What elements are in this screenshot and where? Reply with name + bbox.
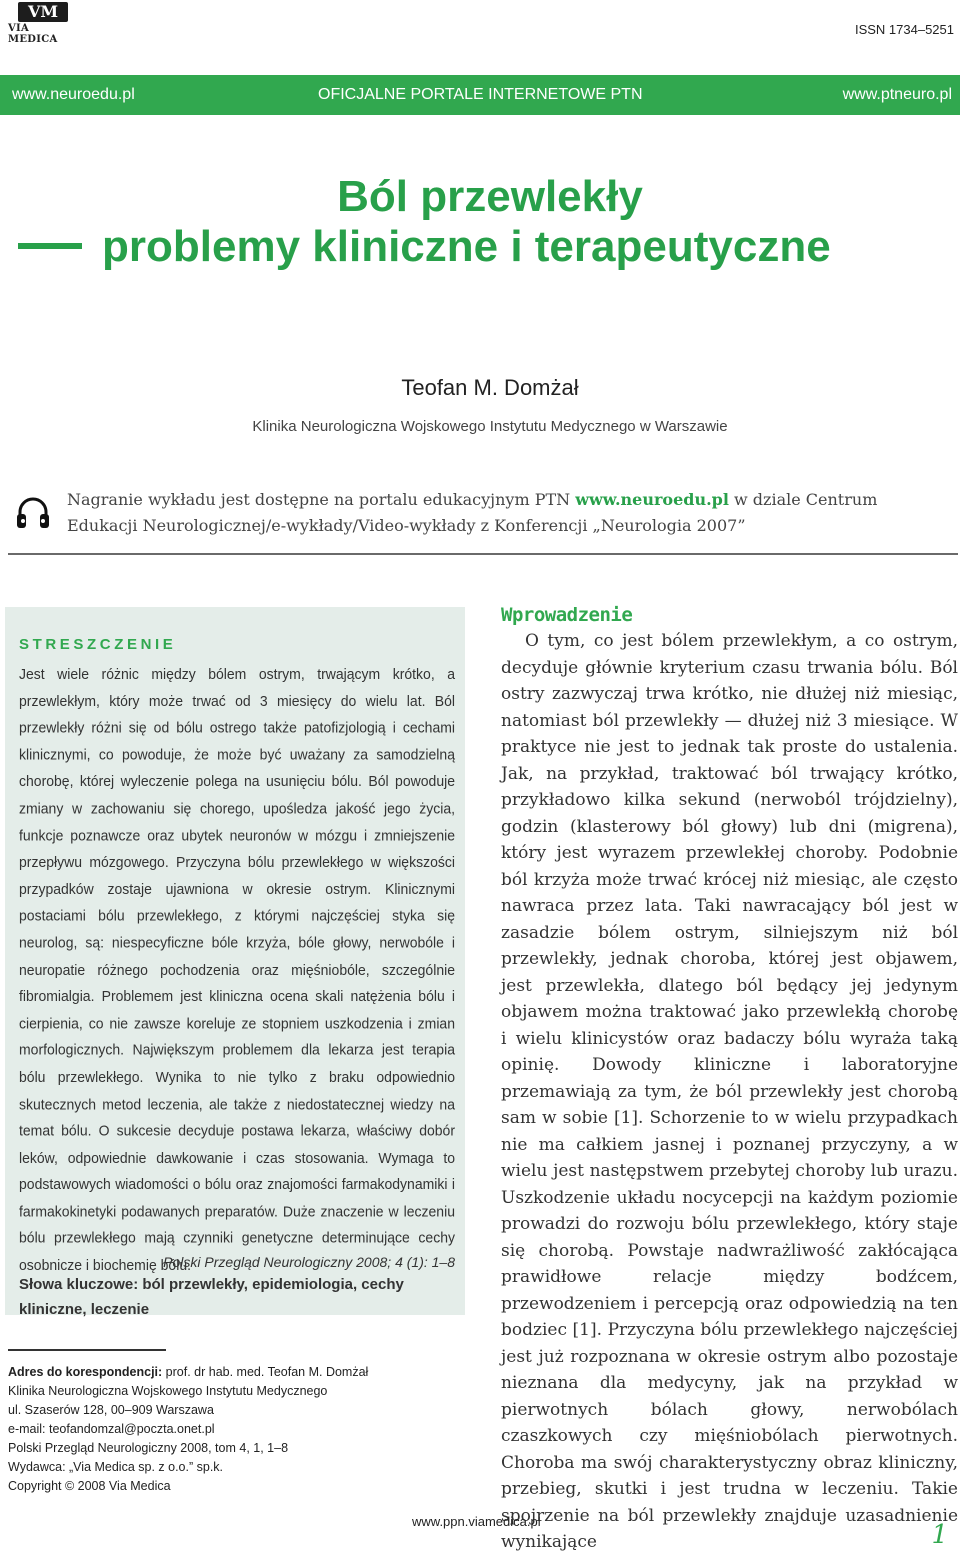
title-dash [18,243,82,249]
recording-text-before: Nagranie wykładu jest dostępne na portalu edukacyjnym PTN [67,490,576,509]
keywords: Słowa kluczowe: ból przewlekły, epidemiologia, cechy kliniczne, leczenie [19,1275,404,1318]
abstract-citation: Polski Przegląd Neurologiczny 2008; 4 (1): 1–8 [163,1253,455,1270]
introduction-heading: Wprowadzenie [501,604,633,626]
ptneuro-link[interactable]: www.ptneuro.pl [842,86,952,103]
correspondence-divider [8,1349,166,1351]
correspondence-name: prof. dr hab. med. Teofan M. Domżał [162,1365,369,1379]
correspondence-label: Adres do korespondencji: [8,1365,163,1379]
abstract-text: Jest wiele różnic między bólem ostrym, trwającym krótko, a przewlekłym, który może trwać od 3 miesięcy do wielu lat. Ból przewlekły różni się od bólu ostrego także patofizjologią i cechami klinicznymi, co powoduje, że może być uważany za samodzielną chorobę, której wyleczenie polega na usunięciu bólu. Ból powoduje zmiany w zachowaniu się chorego, upośledza jakość jego życia, funkcje poznawcze oraz ubytek neuronów w mózgu i zmniejszenie przepływu mózgowego. Przyczyna bólu przewlekłego w większości przypadków zostaje ujawniona w okresie ostrym. Klinicznymi postaciami bólu przewlekłego, z którymi najczęściej styka się neurolog, są: niespecyficzne bóle krzyża, bóle głowy, nerwobóle i neuropatie różnego pochodzenia oraz mięśniobóle, szczególnie fibromialgia. Problemem jest kliniczna ocena skali natężenia bólu i cierpienia, co nie zawsze koreluje ze stopniem uszkodzenia i zmian morfologicznych. Największym problemem dla lekarza jest terapia bólu przewlekłego. Wynika to nie tylko z braku odpowiednio skutecznych metod leczenia, ale także z niedostatecznej wiedzy na temat bólu. O sukcesie decyduje postawa lekarza, właściwy dobór leków, odpowiednie dawkowanie i czas stosowania. Wymaga to podstawowych wiadomości o bólu oraz znajomości farmakodynamiki i farmakokinetyki podawanych preparatów. Duże znaczenie w leczeniu bólu przewlekłego mają czynniki genetyczne determinujące cechy osobnicze i biochemię bólu. [19,665,455,1274]
via-medica-logo [8,2,80,45]
portal-banner [0,75,960,115]
correspondence-block [8,1363,368,1496]
logo-mark: VM [18,2,68,22]
introduction-text: O tym, co jest bólem przewlekłym, a co ostrym, decyduje głównie kryterium czasu trwania bólu. Ból ostry zazwyczaj trwa krótko, nie dłużej niż miesiąc, natomiast ból przewlekły — dłużej niż 3 miesiące. W praktyce nie jest to jednak tak proste do ustalenia. Jak, na przykład, traktować ból trwający krótko, przykładowo kilka sekund (nerwoból trójdzielny), godzin (klasterowy ból głowy) lub dni (migrena), który jest wyrazem przewlekłej choroby. Podobnie ból krzyża może trwać krócej niż miesiąc, ale często nawraca przez lata. Taki nawracający ból jest w zasadzie bólem ostrym, silniejszym niż ból przewlekły, jednak choroba, której jest objawem, jest przewlekła, dlatego ból będący jej jedynym objawem można traktować jako przewlekłą chorobę i wielu klinicystów oraz badaczy bólu wyraża taką opinię. Dowody kliniczne i laboratoryjne przemawiają za tym, że ból przewlekły jest chorobą sam w sobie [1]. Schorzenie to w wielu przypadkach nie ma całkiem jasnej i poznanej przyczyny, a w wielu jest następstwem przebytej choroby lub urazu. Uszkodzenie układu nocycepcji na każdym poziomie prowadzi do rozwoju bólu przewlekłego, który staje się chorobą. Powstaje nadwrażliwość zakłócająca prawidłowe relacje między bodźcem, przewodzeniem i percepcją oraz odpowiedzią na ten bodziec [1]. Przyczyna bólu przewlekłego najczęściej jest już rozpoznana w okresie ostrym albo pozostaje nieznana dla medycyny, jak na przykład w pierwotnych bólach głowy, nerwobólach czaszkowych czy mięśniobólach pierwotnych. Choroba ma swój charakterystyczny obraz kliniczny, przebieg, skutki i jest trudna w leczeniu. Takie spojrzenie na ból przewlekły znajduje uzasadnienie wynikające [501,631,958,1552]
introduction-section [501,604,958,1556]
abstract-heading: STRESZCZENIE [19,636,177,653]
recording-text-after: w dziale Centrum Edukacji Neurologicznej/e-wykłady/Video-wykłady z Konferencji „Neurologia 2007” [67,490,878,535]
correspondence-line: Polski Przegląd Neurologiczny 2008, tom 4, 1, 1–8 [8,1441,289,1455]
article-title-line1: Ból przewlekły [337,172,643,221]
author-affiliation: Klinika Neurologiczna Wojskowego Instytutu Medycznego w Warszawie [252,418,728,435]
abstract-box [5,607,465,1318]
recording-note [67,487,947,539]
neuroedu-link[interactable]: www.neuroedu.pl [12,86,135,103]
headphones-icon [16,497,50,529]
banner-center-text: OFICJALNE PORTALE INTERNETOWE PTN [318,86,643,103]
author-name: Teofan M. Domżał [401,375,579,400]
correspondence-line: ul. Szaserów 128, 00–909 Warszawa [8,1403,214,1417]
logo-text: VIA MEDICA [8,23,58,45]
header-divider [8,553,958,555]
title-line2-text: problemy kliniczne i terapeutyczne [102,222,831,271]
page-number: 1 [931,1520,948,1550]
issn: ISSN 1734–5251 [854,22,954,37]
footer-url[interactable]: www.ppn.viamedica.pl [412,1514,541,1529]
article-title-line2 [18,222,831,272]
correspondence-line: Klinika Neurologiczna Wojskowego Instytutu Medycznego [8,1384,328,1398]
copyright: Copyright © 2008 Via Medica [8,1479,171,1493]
correspondence-line: Wydawca: „Via Medica sp. z o.o.” sp.k. [8,1460,224,1474]
correspondence-email: e-mail: teofandomzal@poczta.onet.pl [8,1422,215,1436]
recording-link[interactable]: www.neuroedu.pl [575,490,729,509]
